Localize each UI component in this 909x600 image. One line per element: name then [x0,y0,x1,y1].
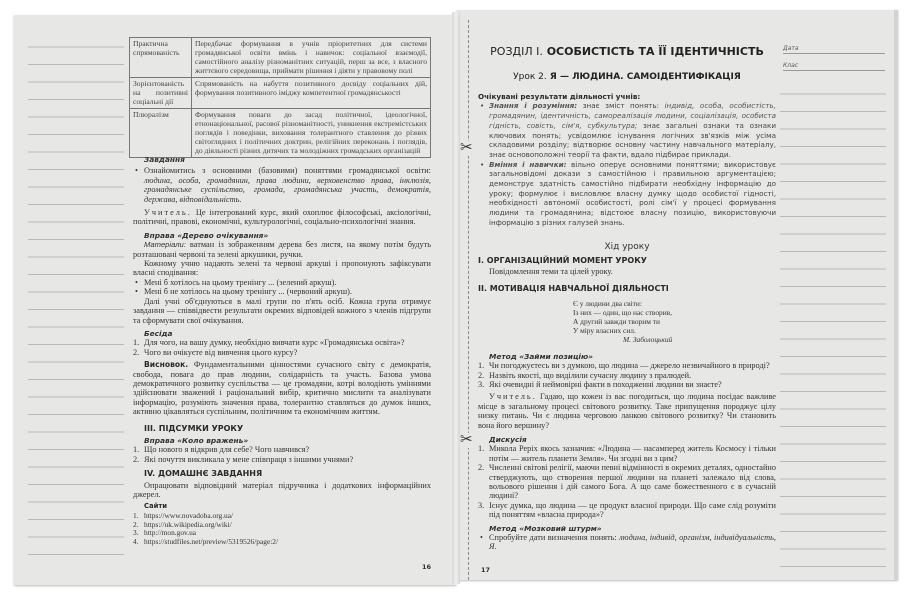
scissors-icon: ✂ [460,432,473,448]
table-row [130,109,431,158]
question-text: Існує думка, що людина — це продукт власної природи. Що саме слід розуміти під поняттям «власна природа»? [489,500,776,520]
discussion-question: 2. Численні світові релігії, маючи певні відмінності в окремих деталях, одностайно стверджують, що створення першої людини на планеті залежало від слова, вольового рішення і дій самого Бога. А що саме божественного є в сучасній людині? [478,463,776,501]
term-cell: Зорієнтованість на позитивні соціальні дії [130,78,192,109]
skills-label: Вміння і навички: [489,159,567,169]
summary-question: 1. Що нового я відкрив для себе? Чого навчився? [133,445,310,455]
teacher-paragraph [133,208,431,227]
question-text: Які очевидні й неймовірні факти в походженні людини ви знаєте? [489,379,722,389]
book-spine [452,12,460,584]
question-text: Микола Реріх якось зазначив: «Людина — насамперед житель Космосу і тільки потім — житель планети Земля». Чи згодні ви з цим? [489,444,776,463]
knowledge-text: знає загальні ознаки та ознаки ключових понять; усвідомлює існування логічних зв'язків між усіма складовими розділу; відтворює основну частину навчального матеріалу, знає основоположні теорії та факти, вдало підбирає приклади. [489,120,776,159]
knowledge-terms: індивід, особа, особистість, громадянин, ідентичність, самореалізація людини, соціалізація, особиста гідність, совість, сім'я, субкультура; [489,101,776,130]
site-link[interactable]: 4. https://studfiles.net/preview/5319526/page:2/ [133,537,279,547]
chapter-prefix: РОЗДІЛ І. [490,45,543,58]
task-intro: Ознайомитись з основними (базовими) поняттями громадянської освіти: [144,166,431,176]
right-notes-lines [780,77,886,567]
talk-heading: Бесіда [144,328,173,338]
table-row [130,38,431,78]
chapter-name: ОСОБИСТІСТЬ ТА ЇЇ ІДЕНТИЧНІСТЬ [542,45,764,58]
talk-question: 2. Чого ви очікуєте від вивчення цього курсу? [133,347,298,357]
knowledge-label: Знання і розуміння: [489,101,578,111]
question-text: Для чого, на вашу думку, необхідно вивчати курс «Громадянська освіта»? [144,338,405,348]
site-url[interactable]: https://studfiles.net/preview/5319526/page:2/ [144,537,279,547]
page-number: 16 [422,563,432,571]
knowledge-item [478,101,776,159]
section1-text: Повідомлення теми та цілей уроку. [489,266,613,276]
term-cell: Практична спрямованість [130,38,192,78]
left-notes-lines [28,30,124,560]
wish-item: • Мені б не хотілось на цьому тренінгу ... (червоний аркуш). [133,287,431,296]
discussion-question: 1. Микола Реріх якось зазначив: «Людина — насамперед житель Космосу і тільки потім — житель планети Земля». Чи згодні ви з цим? [478,444,776,463]
teacher-paragraph [478,392,776,430]
task-terms: людина, особа, громадянин, права людини, верховенство права, інклюзія, громадянське суспільство, громада, громадянська участь, демократія, держава, відповідальність. [144,175,431,204]
site-url[interactable]: https://uk.wikipedia.org/wiki/ [144,519,232,529]
question-text: Які почуття викликала у мене співпраця з іншими учнями? [144,454,354,464]
method-question: 3. Які очевидні й неймовірні факти в походженні людини ви знаєте? [478,379,722,389]
skills-item [478,160,776,228]
poem-author: М. Заболоцький [623,334,673,344]
site-link[interactable]: 2. https://uk.wikipedia.org/wiki/ [133,519,232,529]
exercise-heading: Вправа «Дерево очікування» [144,230,269,240]
date-field[interactable]: Дата [783,45,885,54]
site-link[interactable]: 3. http://mon.gov.ua [133,528,197,538]
method-question: 2. Назвіть якості, що виділили сучасну людину з пралюдей. [478,370,692,380]
summary-question: 2. Які почуття викликала у мене співпраця з іншими учнями? [133,454,354,464]
exercise-heading: Вправа «Коло вражень» [144,435,249,445]
teacher-text: Гадаю, що кожен із вас погодиться, що людина посідає важливе місце в загальному процесі світового розвитку. Таке припущення породжує цілу низку питань. Чи є людина черговою ланкою світового розвитку? Чи становить вона його вершину? [478,392,776,430]
class-field[interactable]: Клас [783,62,885,71]
conclusion-label: Висновок. [144,360,189,370]
wish-item: • Мені б хотілось на цьому тренінгу ... (зелений аркуш). [133,278,431,287]
site-url[interactable]: https://www.novadoba.org.ua/ [144,510,234,520]
skills-text: вільно оперує основними поняттями; використовує загальновідомі докази з самостійною і правильною аргументацією; демонструє здатність самостійно підбирати необхідну інформацію до уроку; формулює і висловлює власну думку щодо особистої гідності, необхідності автономії особистості, ролі сім'ї у процесі формування людини та громадянина; відстоює власну позицію, використовуючи інформацію з різних галузей знань. [489,159,776,227]
chapter-title [478,45,776,58]
question-text: Численні світові релігії, маючи певні відмінності в окремих деталях, одностайно стверджують, що створення першої людини на планеті залежало від слова, вольового рішення і дій самого Бога. А що саме божественного є в сучасній людині? [489,463,776,501]
teacher-label: Учитель. [144,208,192,218]
question-text: Назвіть якості, що виділили сучасну людину з пралюдей. [489,370,692,380]
lesson-prefix: Урок 2. [513,72,547,82]
results-heading: Очікувані результати діяльності учнів: [478,92,641,101]
discussion-heading: Дискусія [489,435,527,445]
desc-cell: Формування поваги до засад політичної, ідеологічної, етнонаціональної, расової різноманітності, уникнення екстремістських поглядів і поведінки, виховання толерантного ставлення до різних світоглядних і політичних доктрин, релігійних переконань і поглядів, до діяльності різних дитячих та молодіжних громадських організацій [192,109,431,158]
conclusion-paragraph [133,360,431,416]
teacher-text: Це інтегрований курс, який охоплює філософські, аксіологічні, політичні, правові, економічні, культурологічні, соціально-психологічні знання. [133,208,431,227]
discussion-question: 3. Існує думка, що людина — це продукт власної природи. Що саме слід розуміти під поняттям «власна природа»? [478,500,776,520]
brainstorm-text: Спробуйте дати визначення понять: [489,533,620,543]
materials-text: ватман із зображенням дерева без листя, на якому потім будуть розташовані червоні та зелені аркушики, ручки. [133,240,431,259]
brainstorm-terms: людина, індивід, організм, індивідуальність, Я. [489,533,776,552]
brainstorm-item [478,533,776,552]
question-text: Чого ви очікуєте від вивчення цього курсу? [144,347,298,357]
task-heading: Завдання [144,155,185,164]
desc-cell: Спрямованість на набуття позитивного досвіду соціальних дій, формування позитивного іміджу компетентної громадянськості [192,78,431,109]
sites-heading: Сайти [144,502,168,511]
term-cell: Плюралізм [130,109,192,158]
page-number: 17 [481,566,491,574]
lesson-title [478,72,776,83]
table-row [130,78,431,109]
site-link[interactable]: 1. https://www.novadoba.org.ua/ [133,510,234,520]
section-heading: IV. ДОМАШНЄ ЗАВДАННЯ [144,469,263,479]
instructions-paragraph: Кожному учню надають зелені та червоні аркуші і пропонують зафіксувати власні сподівання: [133,259,431,278]
section-heading: ІІ. МОТИВАЦІЯ НАВЧАЛЬНОЇ ДІЯЛЬНОСТІ [478,284,669,294]
method-heading: Метод «Мозковий штурм» [489,523,602,533]
question-text: Що нового я відкрив для себе? Чого навчився? [144,445,310,455]
teacher-label: Учитель. [489,392,537,402]
scissors-icon: ✂ [460,140,473,156]
knowledge-text: знає зміст понять: [577,101,665,111]
left-body [133,155,431,547]
conclusion-text: Фундаментальними цінностями сучасного світу є демократія, свобода, повага до прав людини, солідарність та участь. Базова умова демократичного розвитку суспільства — це громадяни, котрі володіють уміннями здійснювати зважений і раціональний вибір, критично мислити та аналізувати інформацію, розуміють значення права, толерантно ставляться до думок інших, активно цікавляться суспільним, політичним та економічним життям. [133,360,431,417]
principles-table [129,37,431,158]
section-heading: І. ОРГАНІЗАЦІЙНИЙ МОМЕНТ УРОКУ [478,255,647,265]
poem-line: Є у людини два світи: [573,298,642,308]
lesson-flow-heading: Хід уроку [604,241,650,252]
poem-line: Із них — один, що нас створив, [573,307,672,317]
epigraph-poem [573,299,776,344]
lesson-name: Я — ЛЮДИНА. САМОІДЕНТИФІКАЦІЯ [546,72,741,82]
materials-paragraph [133,240,431,259]
desc-cell: Передбачає формування в учнів пріоритетних для системи громадянської освіти вмінь і навичок: соціальної взаємодії, самостійного аналізу різноманітних ситуацій, перш за все, з власного життєвого середовища, приймати рішення і діяти у правовому полі [192,38,431,78]
right-body [478,92,776,552]
section-heading: ІІІ. ПІДСУМКИ УРОКУ [144,423,244,433]
method-heading: Метод «Займи позицію» [489,351,593,361]
homework-paragraph: Опрацювати відповідний матеріал підручника і додаткових інформаційних джерел. [133,480,431,499]
question-text: Чи погоджуєтесь ви з думкою, що людина — джерело незвичайного в природі? [489,361,770,371]
talk-question: 1. Для чого, на вашу думку, необхідно вивчати курс «Громадянська освіта»? [133,338,405,348]
poem-line: А другий завжди творим ти [573,316,660,326]
cut-line [468,20,469,580]
task-item [133,166,431,204]
materials-label: Матеріали: [144,240,186,250]
site-url[interactable]: http://mon.gov.ua [144,528,197,538]
poem-line: У міру власних сил. [573,325,636,335]
groups-paragraph: Далі учні об'єднуються в малі групи по п'ять осіб. Кожна група отримує завдання — співвідвести результати окремих відповідей кожного з членів підгрупи та сформувати свої очікування. [133,296,431,325]
method-question: 1. Чи погоджуєтесь ви з думкою, що людина — джерело незвичайного в природі? [478,361,770,371]
